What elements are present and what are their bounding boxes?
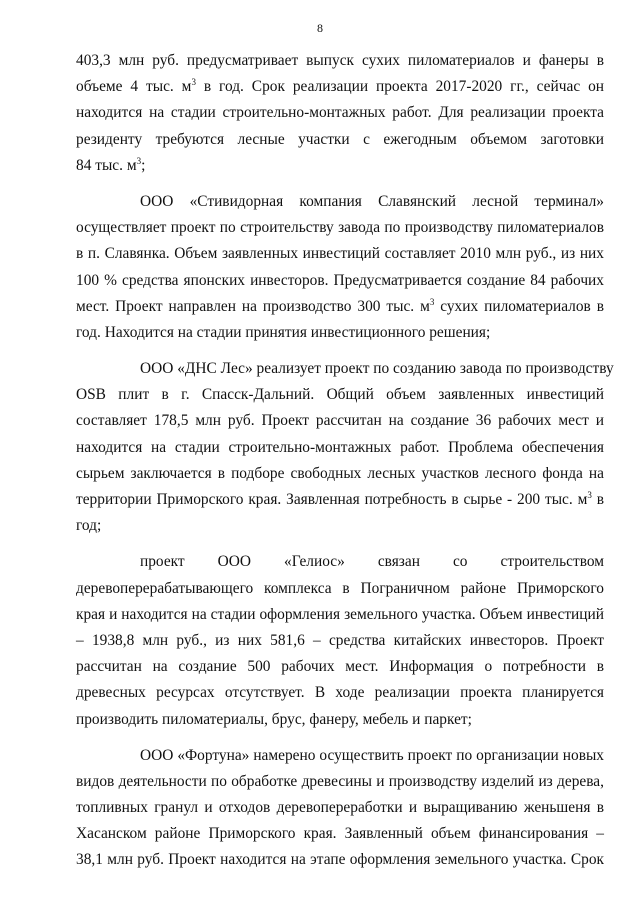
text-segment: 100 % средства японских инвесторов. Предусматривается создание 84 рабочих bbox=[76, 271, 604, 289]
text-line bbox=[76, 461, 604, 487]
text-line bbox=[76, 487, 604, 513]
text-segment: в bbox=[591, 491, 604, 508]
text-segment: мест. Проект направлен на производство 300 тыс. м bbox=[76, 297, 430, 315]
text-segment: ООО «Стивидорная компания Славянский лесной терминал» bbox=[140, 192, 604, 210]
text-segment: год. Находится на стадии принятия инвестиционного решения; bbox=[76, 323, 491, 341]
paragraph-gap bbox=[76, 179, 604, 189]
text-line bbox=[76, 356, 614, 382]
text-segment: производить пиломатериалы, брус, фанеру, мебель и паркет; bbox=[76, 710, 472, 728]
text-line bbox=[76, 821, 604, 847]
text-segment: объеме 4 тыс. м bbox=[76, 78, 192, 96]
text-line bbox=[76, 847, 604, 873]
paragraph-gap bbox=[76, 346, 604, 356]
text-line bbox=[76, 408, 604, 434]
text-segment: находится на стадии строительно-монтажных работ. Проблема обеспечения bbox=[76, 438, 604, 456]
text-segment: рассчитан на создание 500 рабочих мест. Информация о потребности в bbox=[76, 658, 604, 676]
text-line bbox=[76, 707, 604, 733]
text-line bbox=[76, 100, 604, 126]
text-line bbox=[76, 513, 604, 539]
text-segment: 84 тыс. м bbox=[76, 156, 137, 174]
text-line bbox=[76, 215, 604, 241]
text-segment: 403,3 млн руб. предусматривает выпуск сухих пиломатериалов и фанеры в bbox=[76, 52, 604, 69]
text-segment: сырьем заключается в подборе свободных лесных участков лесного фонда на bbox=[76, 464, 604, 482]
text-segment: в п. Славянка. Объем заявленных инвестиций составляет 2010 млн руб., из них bbox=[76, 245, 604, 263]
text-line bbox=[76, 189, 604, 215]
paragraph-gap bbox=[76, 539, 604, 549]
text-segment: ООО «Фортуна» намерено осуществить проект по организации новых bbox=[140, 746, 604, 764]
text-line bbox=[76, 382, 604, 408]
superscript: 3 bbox=[191, 77, 196, 88]
text-segment: топливных гранул и отходов деревопереработки и выращиванию женьшеня в bbox=[76, 799, 604, 817]
superscript: 3 bbox=[429, 296, 435, 307]
text-line bbox=[76, 654, 604, 680]
text-segment: деревоперерабатывающего комплекса в Пограничном районе Приморского bbox=[76, 579, 604, 597]
text-segment: осуществляет проект по строительству завода по производству пиломатериалов bbox=[76, 219, 604, 237]
paragraph-gap bbox=[76, 733, 604, 743]
superscript: 3 bbox=[587, 490, 592, 500]
text-line bbox=[76, 680, 604, 706]
text-line bbox=[76, 268, 604, 294]
text-segment: находится на стадии строительно-монтажных работ. Для реализации проекта bbox=[76, 104, 604, 122]
paragraph bbox=[76, 356, 614, 539]
paragraph bbox=[76, 743, 604, 874]
text-segment: проект ООО «Гелиос» связан со строительством bbox=[140, 553, 604, 571]
text-segment: ООО «ДНС Лес» реализует проект по созданию завода по производству bbox=[140, 360, 614, 378]
text-line bbox=[76, 743, 604, 769]
text-line bbox=[76, 127, 604, 153]
text-line bbox=[76, 435, 604, 461]
paragraph bbox=[76, 189, 604, 346]
text-line bbox=[76, 294, 604, 320]
text-segment: территории Приморского края. Заявленная потребность в сырье - 200 тыс. м bbox=[76, 491, 588, 508]
superscript: 3 bbox=[136, 155, 142, 166]
text-segment: Хасанском районе Приморского края. Заявленный объем финансирования – bbox=[76, 825, 604, 843]
text-segment: ; bbox=[141, 156, 146, 174]
text-segment: древесных ресурсах отсутствует. В ходе реализации проекта планируется bbox=[76, 684, 604, 702]
paragraph bbox=[76, 549, 604, 732]
page-number: 8 bbox=[317, 21, 323, 35]
text-segment: – 1938,8 млн руб., из них 581,6 – средства китайских инвесторов. Проект bbox=[76, 631, 604, 649]
text-segment: сухих пиломатериалов в bbox=[434, 297, 604, 315]
text-segment: видов деятельности по обработке древесины и производству изделий из дерева, bbox=[76, 772, 604, 790]
text-line bbox=[76, 549, 604, 575]
text-line bbox=[76, 769, 604, 795]
text-line bbox=[76, 153, 604, 179]
text-segment: OSB плит в г. Спасск-Дальний. Общий объем заявленных инвестиций bbox=[76, 386, 604, 404]
text-line bbox=[76, 628, 604, 654]
text-segment: в год. Срок реализации проекта 2017-2020 гг., сейчас он bbox=[195, 78, 604, 96]
paragraph bbox=[76, 48, 604, 179]
document-body bbox=[76, 48, 614, 874]
text-line bbox=[76, 602, 604, 628]
text-segment: год; bbox=[76, 517, 102, 535]
text-line bbox=[76, 74, 604, 100]
text-line bbox=[76, 576, 604, 602]
text-segment: края и находится на стадии оформления земельного участка. Объем инвестиций bbox=[76, 605, 604, 623]
text-segment: резиденту требуются лесные участки с ежегодным объемом заготовки bbox=[76, 130, 604, 148]
text-line bbox=[76, 320, 604, 346]
text-line bbox=[76, 48, 604, 74]
text-line bbox=[76, 241, 604, 267]
text-segment: 38,1 млн руб. Проект находится на этапе оформления земельного участка. Срок bbox=[76, 851, 604, 869]
text-segment: составляет 178,5 млн руб. Проект рассчитан на создание 36 рабочих мест и bbox=[76, 412, 604, 430]
text-line bbox=[76, 795, 604, 821]
